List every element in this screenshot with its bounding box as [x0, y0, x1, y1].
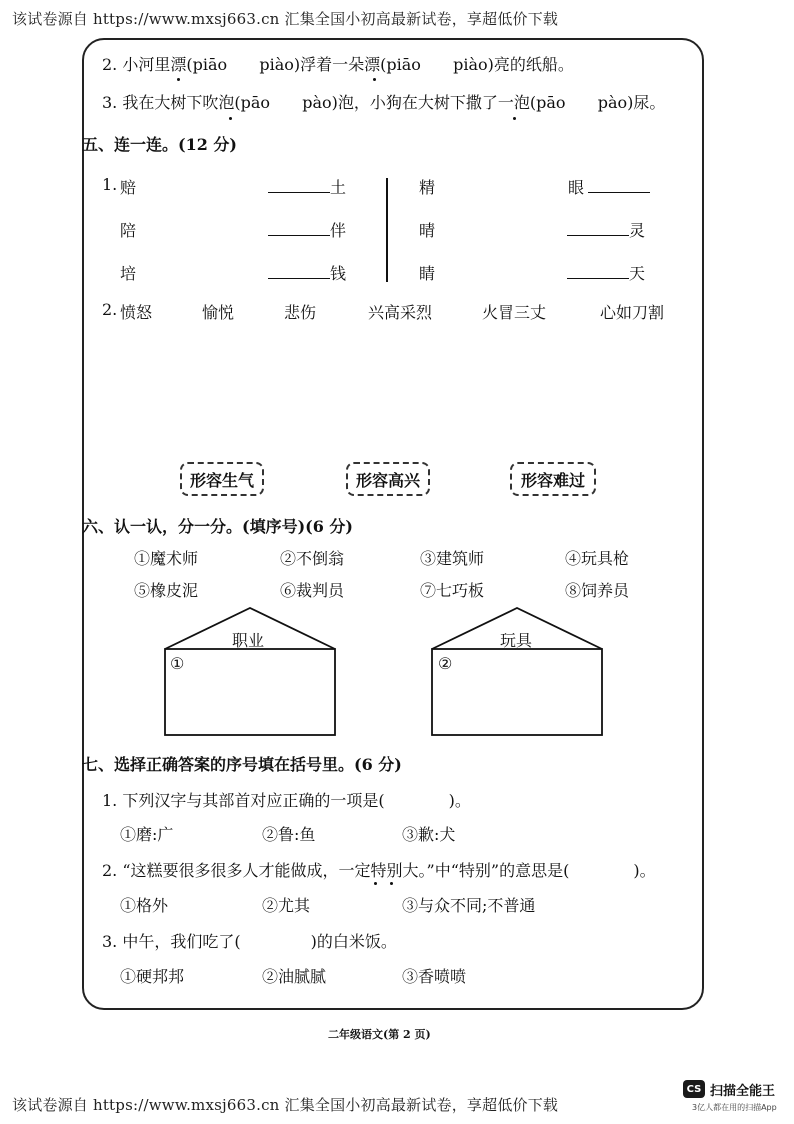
header-watermark: 该试卷源自 https://www.mxsj663.cn 汇集全国小初高最新试卷，享超低价下载 — [12, 10, 559, 28]
s4-q2-part-b: piào)浮着一朵漂(piāo — [259, 55, 421, 74]
s7-q3 — [102, 929, 397, 952]
option: ③歉:犬 — [402, 825, 456, 844]
category-tag-angry[interactable] — [180, 462, 264, 496]
house-toy-roof: 玩具 — [500, 631, 533, 650]
section6-title: 六、认一认，分一分。(填序号)(6 分) — [82, 517, 353, 536]
house-occupation-roof: 职业 — [232, 631, 265, 650]
answer-blank[interactable] — [567, 264, 629, 279]
classify-item: ②不倒翁 — [280, 549, 345, 568]
app-logo-icon: CS — [683, 1080, 705, 1098]
house-toy — [427, 605, 607, 739]
s4-q3 — [102, 90, 665, 113]
s5-right-char: 睛 — [419, 264, 436, 283]
s7-q1-text: 1. 下列汉字与其部首对应正确的一项是( — [102, 791, 385, 810]
s5-right-end: 灵 — [629, 221, 646, 240]
tag-label: 形容高兴 — [356, 470, 421, 490]
answer-blank[interactable] — [268, 178, 330, 193]
emphasis-dot — [229, 117, 232, 120]
s4-q2-part-a: 2. 小河里漂(piāo — [102, 55, 228, 74]
s5-left-target — [268, 175, 346, 198]
classify-item: ⑤橡皮泥 — [134, 581, 199, 600]
idiom: 愤怒 — [120, 303, 153, 322]
s5-right-end: 天 — [629, 264, 646, 283]
app-name: 扫描全能王 — [710, 1084, 776, 1099]
section5-title: 五、连一连。(12 分) — [82, 135, 237, 154]
emphasis-dot — [374, 882, 377, 885]
tag-label: 形容难过 — [520, 470, 585, 490]
category-tag-happy[interactable] — [346, 462, 430, 496]
s5-left-target — [268, 218, 346, 241]
option: ②鲁:鱼 — [262, 825, 316, 844]
s5-left-end: 伴 — [330, 221, 347, 240]
s5-q1-label: 1. — [102, 175, 118, 194]
emphasis-dot — [373, 78, 376, 81]
classify-item: ①魔术师 — [134, 549, 199, 568]
option: ③与众不同;不普通 — [402, 896, 536, 915]
bottom-watermark: 该试卷源自 https://www.mxsj663.cn 汇集全国小初高最新试卷，享超低价下载 — [12, 1096, 559, 1114]
idiom: 愉悦 — [202, 303, 235, 322]
s4-q3-part-a: 3. 我在大树下吹泡(pāo — [102, 93, 271, 112]
category-tag-sad[interactable] — [510, 462, 596, 496]
section7-title: 七、选择正确答案的序号填在括号里。(6 分) — [82, 755, 402, 774]
s5-left-target — [268, 261, 346, 284]
s5-left-char: 赔 — [120, 178, 137, 197]
s5-right-target — [567, 261, 645, 284]
idiom: 火冒三丈 — [482, 303, 547, 322]
s7-q3-text: 3. 中午，我们吃了( — [102, 932, 241, 951]
s7-q2-end: )。 — [633, 861, 656, 880]
s5-left-end: 土 — [330, 178, 347, 197]
s4-q3-part-b: pào)泡，小狗在大树下撒了一泡(pāo — [302, 93, 566, 112]
answer-blank[interactable] — [588, 178, 650, 193]
s4-q2-part-c: piào)亮的纸船。 — [453, 55, 574, 74]
s4-q2 — [102, 52, 574, 75]
idiom: 心如刀割 — [600, 303, 665, 322]
s5-right-end: 眼 — [568, 178, 585, 197]
house-toy-answer[interactable]: ② — [438, 654, 453, 673]
s5-right-char: 晴 — [419, 221, 436, 240]
answer-blank[interactable] — [567, 221, 629, 236]
option: ①格外 — [120, 896, 169, 915]
emphasis-dot — [390, 882, 393, 885]
s5-left-end: 钱 — [330, 264, 347, 283]
idiom: 兴高采烈 — [368, 303, 433, 322]
emphasis-dot — [513, 117, 516, 120]
s5-right-char: 精 — [419, 178, 436, 197]
divider-line — [386, 178, 388, 282]
s5-right-target — [568, 175, 650, 198]
option: ①磨:广 — [120, 825, 174, 844]
s5-left-char: 陪 — [120, 221, 137, 240]
s7-q1 — [102, 788, 471, 811]
option: ②尤其 — [262, 896, 311, 915]
house-occupation — [160, 605, 340, 739]
option: ②油腻腻 — [262, 967, 327, 986]
app-tagline: 3亿人都在用的扫描App — [692, 1103, 777, 1112]
classify-item: ⑧饲养员 — [565, 581, 630, 600]
classify-item: ⑥裁判员 — [280, 581, 345, 600]
classify-item: ④玩具枪 — [565, 549, 630, 568]
emphasis-dot — [177, 78, 180, 81]
s5-q2-label: 2. — [102, 300, 118, 319]
classify-item: ⑦七巧板 — [420, 581, 485, 600]
page-footer: 二年级语文(第 2 页) — [328, 1028, 431, 1041]
s7-q2-text: 2. “这糕要很多很多人才能做成，一定特别大。”中“特别”的意思是( — [102, 861, 570, 880]
tag-label: 形容生气 — [190, 470, 255, 490]
option: ①硬邦邦 — [120, 967, 185, 986]
s7-q2 — [102, 858, 656, 881]
s7-q3-end: )的白米饭。 — [310, 932, 397, 951]
house-occupation-answer[interactable]: ① — [170, 654, 185, 673]
s7-q1-end: )。 — [448, 791, 471, 810]
option: ③香喷喷 — [402, 967, 467, 986]
answer-blank[interactable] — [268, 264, 330, 279]
answer-blank[interactable] — [268, 221, 330, 236]
s5-right-target — [567, 218, 645, 241]
s4-q3-part-c: pào)尿。 — [597, 93, 666, 112]
s5-left-char: 培 — [120, 264, 137, 283]
classify-item: ③建筑师 — [420, 549, 485, 568]
idiom: 悲伤 — [284, 303, 317, 322]
